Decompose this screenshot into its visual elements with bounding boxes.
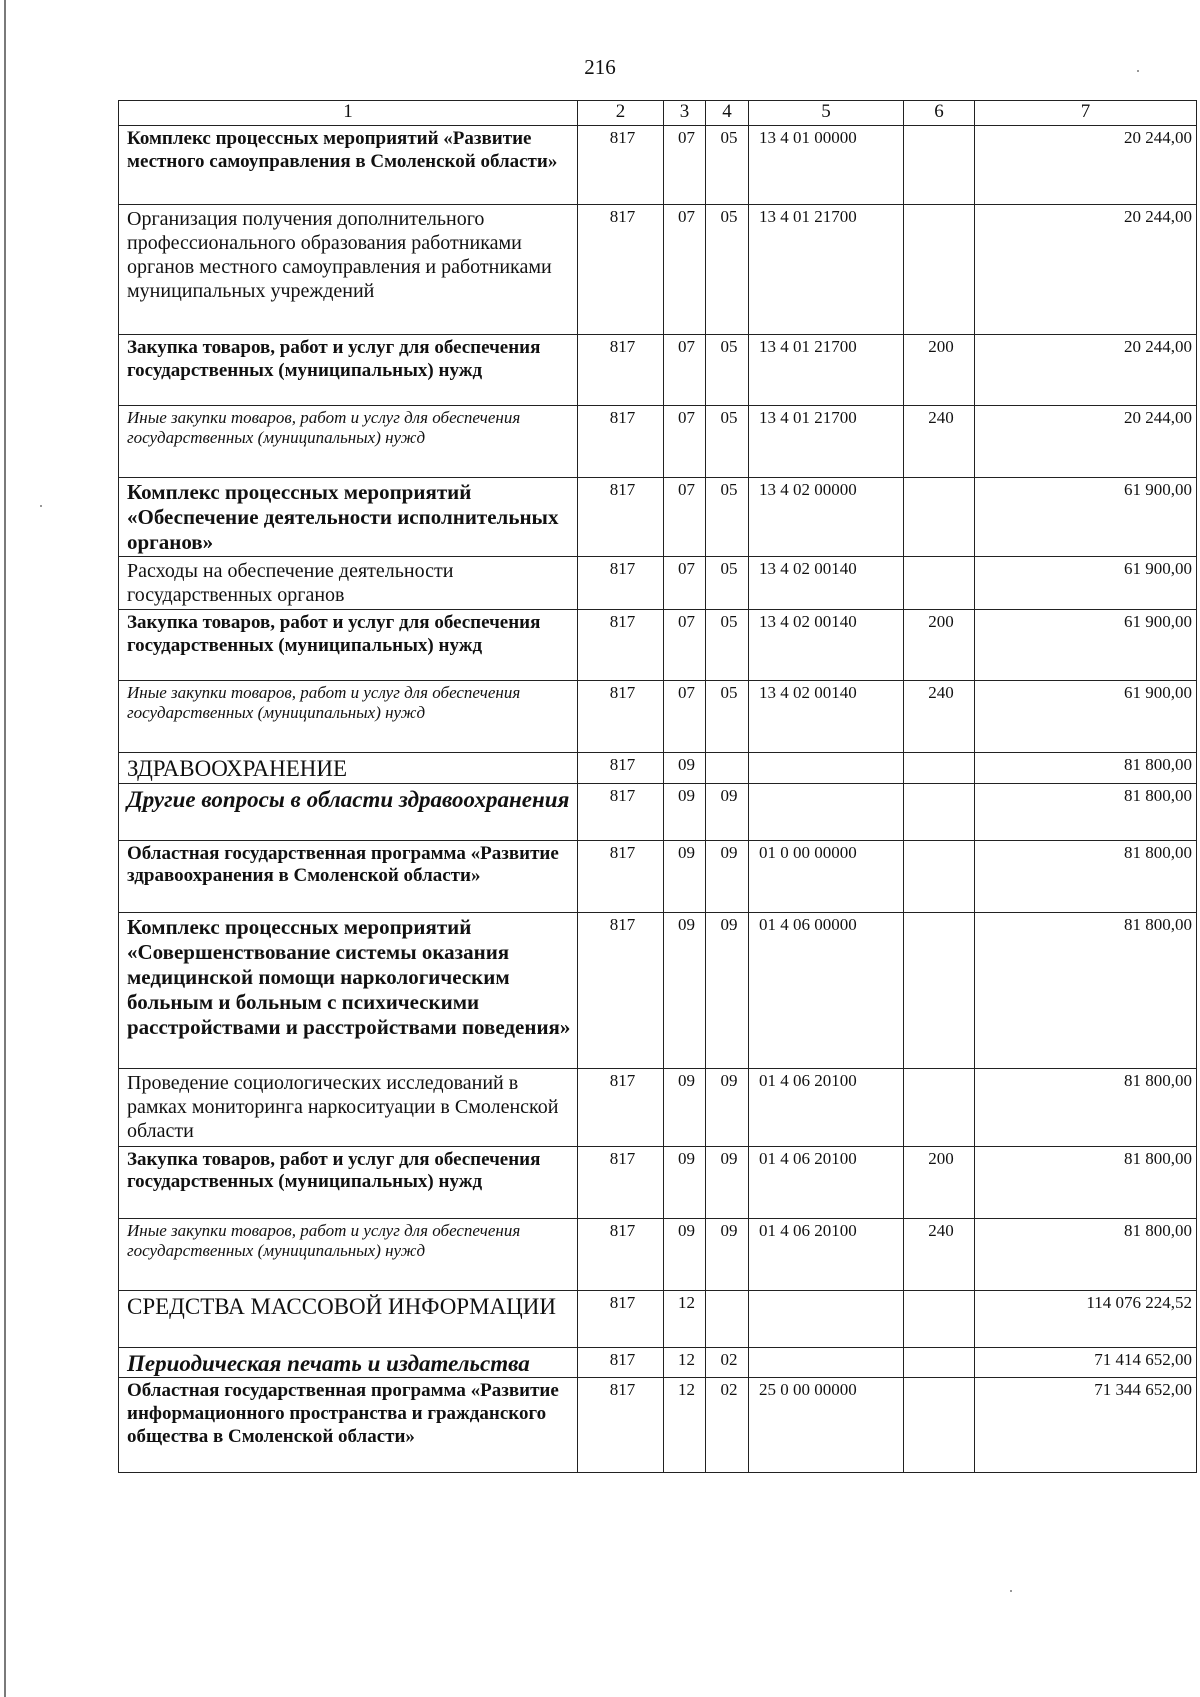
row-expense-type-cell: [904, 1290, 975, 1347]
table-row: [119, 610, 1197, 681]
row-amount-cell: 81 800,00: [975, 753, 1197, 784]
row-expense-type-cell: [904, 478, 975, 557]
row-name-cell: Областная государственная программа «Развитие информационного пространства и гражданского общества в Смоленской области»: [119, 1378, 578, 1473]
row-admin-code-cell: 817: [578, 912, 664, 1068]
row-subsection-cell: 05: [706, 610, 749, 681]
row-section-cell: 07: [664, 557, 706, 610]
row-name-cell: Комплекс процессных мероприятий «Обеспечение деятельности исполнительных органов»: [119, 478, 578, 557]
table-header-row: [119, 101, 1197, 126]
table-row: [119, 478, 1197, 557]
table-row: [119, 1068, 1197, 1146]
row-subsection-cell: [706, 753, 749, 784]
row-expense-type-cell: 200: [904, 610, 975, 681]
row-subsection-cell: 05: [706, 406, 749, 478]
row-expense-type-cell: [904, 840, 975, 912]
row-admin-code-cell: 817: [578, 1146, 664, 1218]
row-subsection-cell: 05: [706, 681, 749, 753]
row-amount-cell: 20 244,00: [975, 335, 1197, 406]
row-expense-type-cell: 200: [904, 1146, 975, 1218]
row-subsection-cell: 02: [706, 1378, 749, 1473]
row-name-cell: Иные закупки товаров, работ и услуг для обеспечения государственных (муниципальных) нужд: [119, 1218, 578, 1290]
row-name-cell: ЗДРАВООХРАНЕНИЕ: [119, 753, 578, 784]
row-section-cell: 09: [664, 783, 706, 840]
table-row: [119, 205, 1197, 335]
row-expense-type-cell: [904, 1068, 975, 1146]
row-subsection-cell: 05: [706, 335, 749, 406]
row-name-cell: Организация получения дополнительного профессионального образования работниками органов местного самоуправления и работниками муниципальных учреждений: [119, 205, 578, 335]
row-amount-cell: 81 800,00: [975, 840, 1197, 912]
row-subsection-cell: 09: [706, 783, 749, 840]
row-expense-type-cell: [904, 1347, 975, 1378]
row-subsection-cell: 05: [706, 478, 749, 557]
row-target-article-cell: 13 4 01 21700: [749, 335, 904, 406]
row-amount-cell: 20 244,00: [975, 406, 1197, 478]
budget-table: [118, 100, 1197, 1473]
row-admin-code-cell: 817: [578, 1218, 664, 1290]
row-subsection-cell: 09: [706, 1146, 749, 1218]
header-cell: 5: [749, 101, 904, 126]
row-amount-cell: 61 900,00: [975, 478, 1197, 557]
table-row: [119, 406, 1197, 478]
row-amount-cell: 61 900,00: [975, 681, 1197, 753]
scan-speck: [40, 505, 42, 507]
row-target-article-cell: 13 4 02 00140: [749, 681, 904, 753]
row-admin-code-cell: 817: [578, 126, 664, 205]
row-section-cell: 07: [664, 681, 706, 753]
row-amount-cell: 81 800,00: [975, 1068, 1197, 1146]
table-row: [119, 1378, 1197, 1473]
row-subsection-cell: 09: [706, 1068, 749, 1146]
scan-edge-line: [4, 0, 6, 1697]
row-target-article-cell: 01 4 06 20100: [749, 1068, 904, 1146]
row-section-cell: 07: [664, 406, 706, 478]
row-admin-code-cell: 817: [578, 335, 664, 406]
row-amount-cell: 20 244,00: [975, 205, 1197, 335]
row-amount-cell: 71 344 652,00: [975, 1378, 1197, 1473]
row-name-cell: Другие вопросы в области здравоохранения: [119, 783, 578, 840]
row-name-cell: Периодическая печать и издательства: [119, 1347, 578, 1378]
row-section-cell: 12: [664, 1347, 706, 1378]
row-name-cell: Комплекс процессных мероприятий «Совершенствование системы оказания медицинской помощи наркологическим больным и больным с психическими расстройствами и расстройствами поведения»: [119, 912, 578, 1068]
row-subsection-cell: 05: [706, 126, 749, 205]
header-cell: 4: [706, 101, 749, 126]
header-cell: 2: [578, 101, 664, 126]
header-cell: 3: [664, 101, 706, 126]
row-name-cell: Расходы на обеспечение деятельности государственных органов: [119, 557, 578, 610]
row-name-cell: Областная государственная программа «Развитие здравоохранения в Смоленской области»: [119, 840, 578, 912]
row-target-article-cell: 13 4 01 00000: [749, 126, 904, 205]
row-expense-type-cell: 240: [904, 681, 975, 753]
row-section-cell: 09: [664, 840, 706, 912]
row-name-cell: Иные закупки товаров, работ и услуг для обеспечения государственных (муниципальных) нужд: [119, 406, 578, 478]
table-row: [119, 1218, 1197, 1290]
row-subsection-cell: 09: [706, 1218, 749, 1290]
row-section-cell: 09: [664, 753, 706, 784]
row-section-cell: 12: [664, 1290, 706, 1347]
row-subsection-cell: 05: [706, 205, 749, 335]
row-admin-code-cell: 817: [578, 840, 664, 912]
table-row: [119, 1146, 1197, 1218]
table-row: [119, 335, 1197, 406]
row-admin-code-cell: 817: [578, 610, 664, 681]
row-name-cell: Закупка товаров, работ и услуг для обеспечения государственных (муниципальных) нужд: [119, 335, 578, 406]
row-admin-code-cell: 817: [578, 681, 664, 753]
table-row: [119, 840, 1197, 912]
row-expense-type-cell: [904, 126, 975, 205]
row-name-cell: Комплекс процессных мероприятий «Развитие местного самоуправления в Смоленской области»: [119, 126, 578, 205]
row-name-cell: Закупка товаров, работ и услуг для обеспечения государственных (муниципальных) нужд: [119, 610, 578, 681]
row-name-cell: СРЕДСТВА МАССОВОЙ ИНФОРМАЦИИ: [119, 1290, 578, 1347]
row-subsection-cell: [706, 1290, 749, 1347]
row-target-article-cell: 01 4 06 20100: [749, 1146, 904, 1218]
row-section-cell: 07: [664, 335, 706, 406]
row-expense-type-cell: 200: [904, 335, 975, 406]
row-section-cell: 07: [664, 205, 706, 335]
row-admin-code-cell: 817: [578, 1347, 664, 1378]
row-admin-code-cell: 817: [578, 478, 664, 557]
row-expense-type-cell: 240: [904, 1218, 975, 1290]
row-subsection-cell: 09: [706, 912, 749, 1068]
row-section-cell: 09: [664, 1068, 706, 1146]
row-amount-cell: 81 800,00: [975, 1146, 1197, 1218]
row-expense-type-cell: [904, 1378, 975, 1473]
row-name-cell: Иные закупки товаров, работ и услуг для обеспечения государственных (муниципальных) нужд: [119, 681, 578, 753]
row-amount-cell: 114 076 224,52: [975, 1290, 1197, 1347]
row-expense-type-cell: [904, 753, 975, 784]
table-row: [119, 753, 1197, 784]
row-amount-cell: 61 900,00: [975, 557, 1197, 610]
page-number: 216: [584, 55, 616, 79]
row-section-cell: 09: [664, 912, 706, 1068]
header-cell: 6: [904, 101, 975, 126]
row-target-article-cell: 01 4 06 20100: [749, 1218, 904, 1290]
row-admin-code-cell: 817: [578, 1068, 664, 1146]
row-target-article-cell: 13 4 02 00140: [749, 557, 904, 610]
row-amount-cell: 81 800,00: [975, 912, 1197, 1068]
row-target-article-cell: [749, 783, 904, 840]
row-expense-type-cell: [904, 783, 975, 840]
row-target-article-cell: 01 4 06 00000: [749, 912, 904, 1068]
row-amount-cell: 61 900,00: [975, 610, 1197, 681]
row-admin-code-cell: 817: [578, 406, 664, 478]
row-expense-type-cell: [904, 912, 975, 1068]
row-target-article-cell: 13 4 02 00000: [749, 478, 904, 557]
row-admin-code-cell: 817: [578, 1378, 664, 1473]
row-target-article-cell: [749, 1347, 904, 1378]
row-expense-type-cell: 240: [904, 406, 975, 478]
row-target-article-cell: 25 0 00 00000: [749, 1378, 904, 1473]
row-target-article-cell: 01 0 00 00000: [749, 840, 904, 912]
row-subsection-cell: 05: [706, 557, 749, 610]
row-amount-cell: 81 800,00: [975, 783, 1197, 840]
header-cell: 1: [119, 101, 578, 126]
row-section-cell: 12: [664, 1378, 706, 1473]
row-section-cell: 07: [664, 610, 706, 681]
row-admin-code-cell: 817: [578, 557, 664, 610]
row-section-cell: 07: [664, 126, 706, 205]
row-expense-type-cell: [904, 205, 975, 335]
row-section-cell: 09: [664, 1218, 706, 1290]
table-row: [119, 126, 1197, 205]
row-amount-cell: 20 244,00: [975, 126, 1197, 205]
table-row: [119, 557, 1197, 610]
row-target-article-cell: [749, 1290, 904, 1347]
row-name-cell: Закупка товаров, работ и услуг для обеспечения государственных (муниципальных) нужд: [119, 1146, 578, 1218]
header-cell: 7: [975, 101, 1197, 126]
row-section-cell: 09: [664, 1146, 706, 1218]
table-row: [119, 681, 1197, 753]
table-row: [119, 1347, 1197, 1378]
row-subsection-cell: 09: [706, 840, 749, 912]
scan-speck: [1010, 1590, 1012, 1592]
row-target-article-cell: 13 4 02 00140: [749, 610, 904, 681]
table-row: [119, 783, 1197, 840]
row-section-cell: 07: [664, 478, 706, 557]
row-name-cell: Проведение социологических исследований в рамках мониторинга наркоситуации в Смоленской области: [119, 1068, 578, 1146]
table-row: [119, 1290, 1197, 1347]
row-subsection-cell: 02: [706, 1347, 749, 1378]
scan-speck: [1137, 70, 1139, 72]
table-body: [119, 101, 1197, 1473]
row-admin-code-cell: 817: [578, 753, 664, 784]
row-target-article-cell: [749, 753, 904, 784]
row-amount-cell: 71 414 652,00: [975, 1347, 1197, 1378]
row-admin-code-cell: 817: [578, 1290, 664, 1347]
row-admin-code-cell: 817: [578, 783, 664, 840]
row-expense-type-cell: [904, 557, 975, 610]
row-target-article-cell: 13 4 01 21700: [749, 406, 904, 478]
row-admin-code-cell: 817: [578, 205, 664, 335]
row-target-article-cell: 13 4 01 21700: [749, 205, 904, 335]
row-amount-cell: 81 800,00: [975, 1218, 1197, 1290]
table-row: [119, 912, 1197, 1068]
